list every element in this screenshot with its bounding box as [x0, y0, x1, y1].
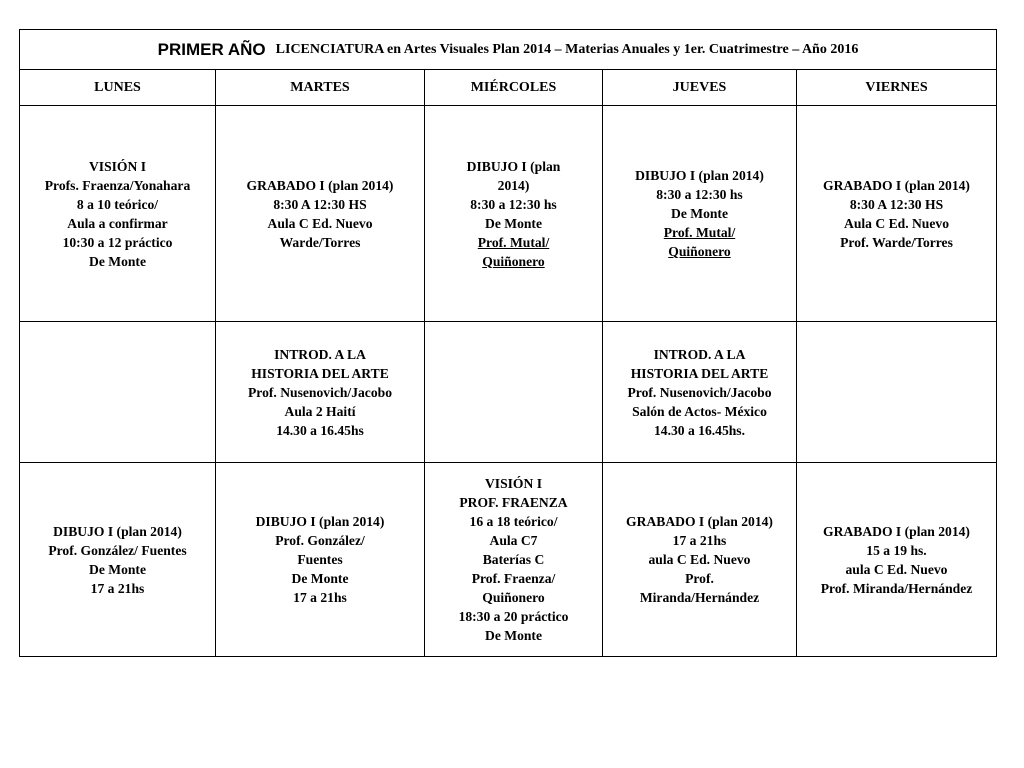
- cell-line: Salón de Actos- México: [632, 403, 767, 419]
- cell-miercoles-row2: [425, 322, 602, 462]
- cell-viernes-row2: [797, 322, 996, 462]
- cell-line: VISIÓN I: [88, 158, 147, 174]
- day-header-martes: MARTES: [290, 79, 350, 95]
- cell-line: 17 a 21hs: [672, 533, 727, 548]
- cell-line: 10:30 a 12 práctico: [62, 234, 173, 250]
- cell-martes-row2: [216, 322, 424, 462]
- cell-line: HISTORIA DEL ARTE: [251, 365, 389, 381]
- cell-line: DIBUJO I (plan 2014): [255, 514, 385, 529]
- cell-line: 17 a 21hs: [293, 590, 347, 605]
- cell-line: Quiñonero: [482, 253, 545, 269]
- day-header-lunes: LUNES: [94, 79, 141, 95]
- cell-line: Prof. Warde/Torres: [840, 234, 953, 250]
- cell-line: aula C Ed. Nuevo: [648, 552, 751, 567]
- cell-line: Prof. González/: [275, 533, 365, 548]
- cell-jueves-row2: [603, 322, 796, 462]
- schedule-table: [19, 29, 997, 657]
- cell-line: De Monte: [291, 571, 349, 586]
- cell-line: DIBUJO I (plan 2014): [635, 168, 764, 183]
- cell-line: De Monte: [89, 253, 146, 269]
- cell-viernes-row1: [797, 106, 996, 321]
- cell-line: Aula C7: [489, 533, 538, 548]
- cell-line: INTROD. A LA: [274, 346, 366, 362]
- cell-line: Quiñonero: [482, 590, 545, 605]
- cell-line: 17 a 21hs: [90, 580, 145, 596]
- cell-line: Aula 2 Haití: [284, 403, 356, 419]
- year-label: PRIMER AÑO: [157, 39, 266, 59]
- cell-line: INTROD. A LA: [653, 346, 746, 362]
- cell-lunes-row1: [20, 106, 215, 321]
- cell-line: 8 a 10 teórico/: [76, 196, 159, 212]
- table-title: [20, 30, 996, 69]
- day-header-miercoles: MIÉRCOLES: [470, 79, 557, 95]
- cell-line: DIBUJO I (plan 2014): [53, 523, 182, 539]
- cell-line: GRABADO I (plan 2014): [626, 514, 773, 529]
- cell-line: 8:30 A 12:30 HS: [849, 196, 944, 212]
- program-subtitle: LICENCIATURA en Artes Visuales Plan 2014 – Materias Anuales y 1er. Cuatrimestre – Año 2016: [275, 41, 859, 57]
- cell-line: DIBUJO I (plan: [466, 158, 561, 174]
- cell-line: Prof. Miranda/Hernández: [820, 580, 973, 596]
- cell-lunes-row3: [20, 463, 215, 656]
- cell-line: De Monte: [89, 561, 146, 577]
- cell-line: Miranda/Hernández: [639, 590, 760, 605]
- cell-line: Profs. Fraenza/Yonahara: [44, 177, 191, 193]
- cell-line: 16 a 18 teórico/: [469, 514, 558, 529]
- cell-line: 2014): [497, 177, 530, 193]
- cell-miercoles-row3: [425, 463, 602, 656]
- cell-line: 14.30 a 16.45hs: [276, 422, 364, 438]
- cell-line: 14.30 a 16.45hs.: [653, 422, 745, 438]
- cell-line: 8:30 a 12:30 hs: [656, 187, 743, 202]
- cell-viernes-row3: [797, 463, 996, 656]
- cell-line: Quiñonero: [668, 244, 731, 259]
- cell-line: Baterías C: [482, 552, 545, 567]
- cell-lunes-row2: [20, 322, 215, 462]
- cell-line: Aula C Ed. Nuevo: [267, 215, 373, 231]
- cell-jueves-row3: [603, 463, 796, 656]
- cell-line: VISIÓN I: [484, 476, 543, 491]
- cell-line: 18:30 a 20 práctico: [458, 609, 569, 624]
- cell-miercoles-row1: [425, 106, 602, 321]
- cell-line: PROF. FRAENZA: [459, 495, 568, 510]
- cell-line: Prof. Nusenovich/Jacobo: [627, 384, 772, 400]
- cell-line: HISTORIA DEL ARTE: [630, 365, 769, 381]
- cell-line: De Monte: [671, 206, 728, 221]
- cell-line: Prof. Mutal/: [477, 234, 550, 250]
- cell-jueves-row1: [603, 106, 796, 321]
- cell-line: Aula C Ed. Nuevo: [844, 215, 949, 231]
- cell-line: Prof. Fraenza/: [471, 571, 556, 586]
- cell-line: Prof.: [685, 571, 714, 586]
- day-header-viernes: VIERNES: [865, 79, 928, 95]
- cell-line: 8:30 A 12:30 HS: [273, 196, 367, 212]
- cell-line: 8:30 a 12:30 hs: [470, 196, 557, 212]
- cell-line: Prof. González/ Fuentes: [48, 542, 187, 558]
- cell-line: Aula a confirmar: [67, 215, 168, 231]
- cell-line: GRABADO I (plan 2014): [246, 177, 394, 193]
- cell-line: Warde/Torres: [279, 234, 361, 250]
- cell-line: Fuentes: [297, 552, 343, 567]
- cell-line: GRABADO I (plan 2014): [823, 177, 970, 193]
- cell-martes-row3: [216, 463, 424, 656]
- cell-line: 15 a 19 hs.: [866, 542, 927, 558]
- cell-line: Prof. Nusenovich/Jacobo: [248, 384, 392, 400]
- cell-line: GRABADO I (plan 2014): [823, 523, 970, 539]
- day-header-jueves: JUEVES: [672, 79, 727, 95]
- cell-line: Prof. Mutal/: [663, 225, 736, 240]
- cell-martes-row1: [216, 106, 424, 321]
- cell-line: De Monte: [485, 628, 542, 643]
- cell-line: aula C Ed. Nuevo: [845, 561, 948, 577]
- cell-line: De Monte: [485, 215, 542, 231]
